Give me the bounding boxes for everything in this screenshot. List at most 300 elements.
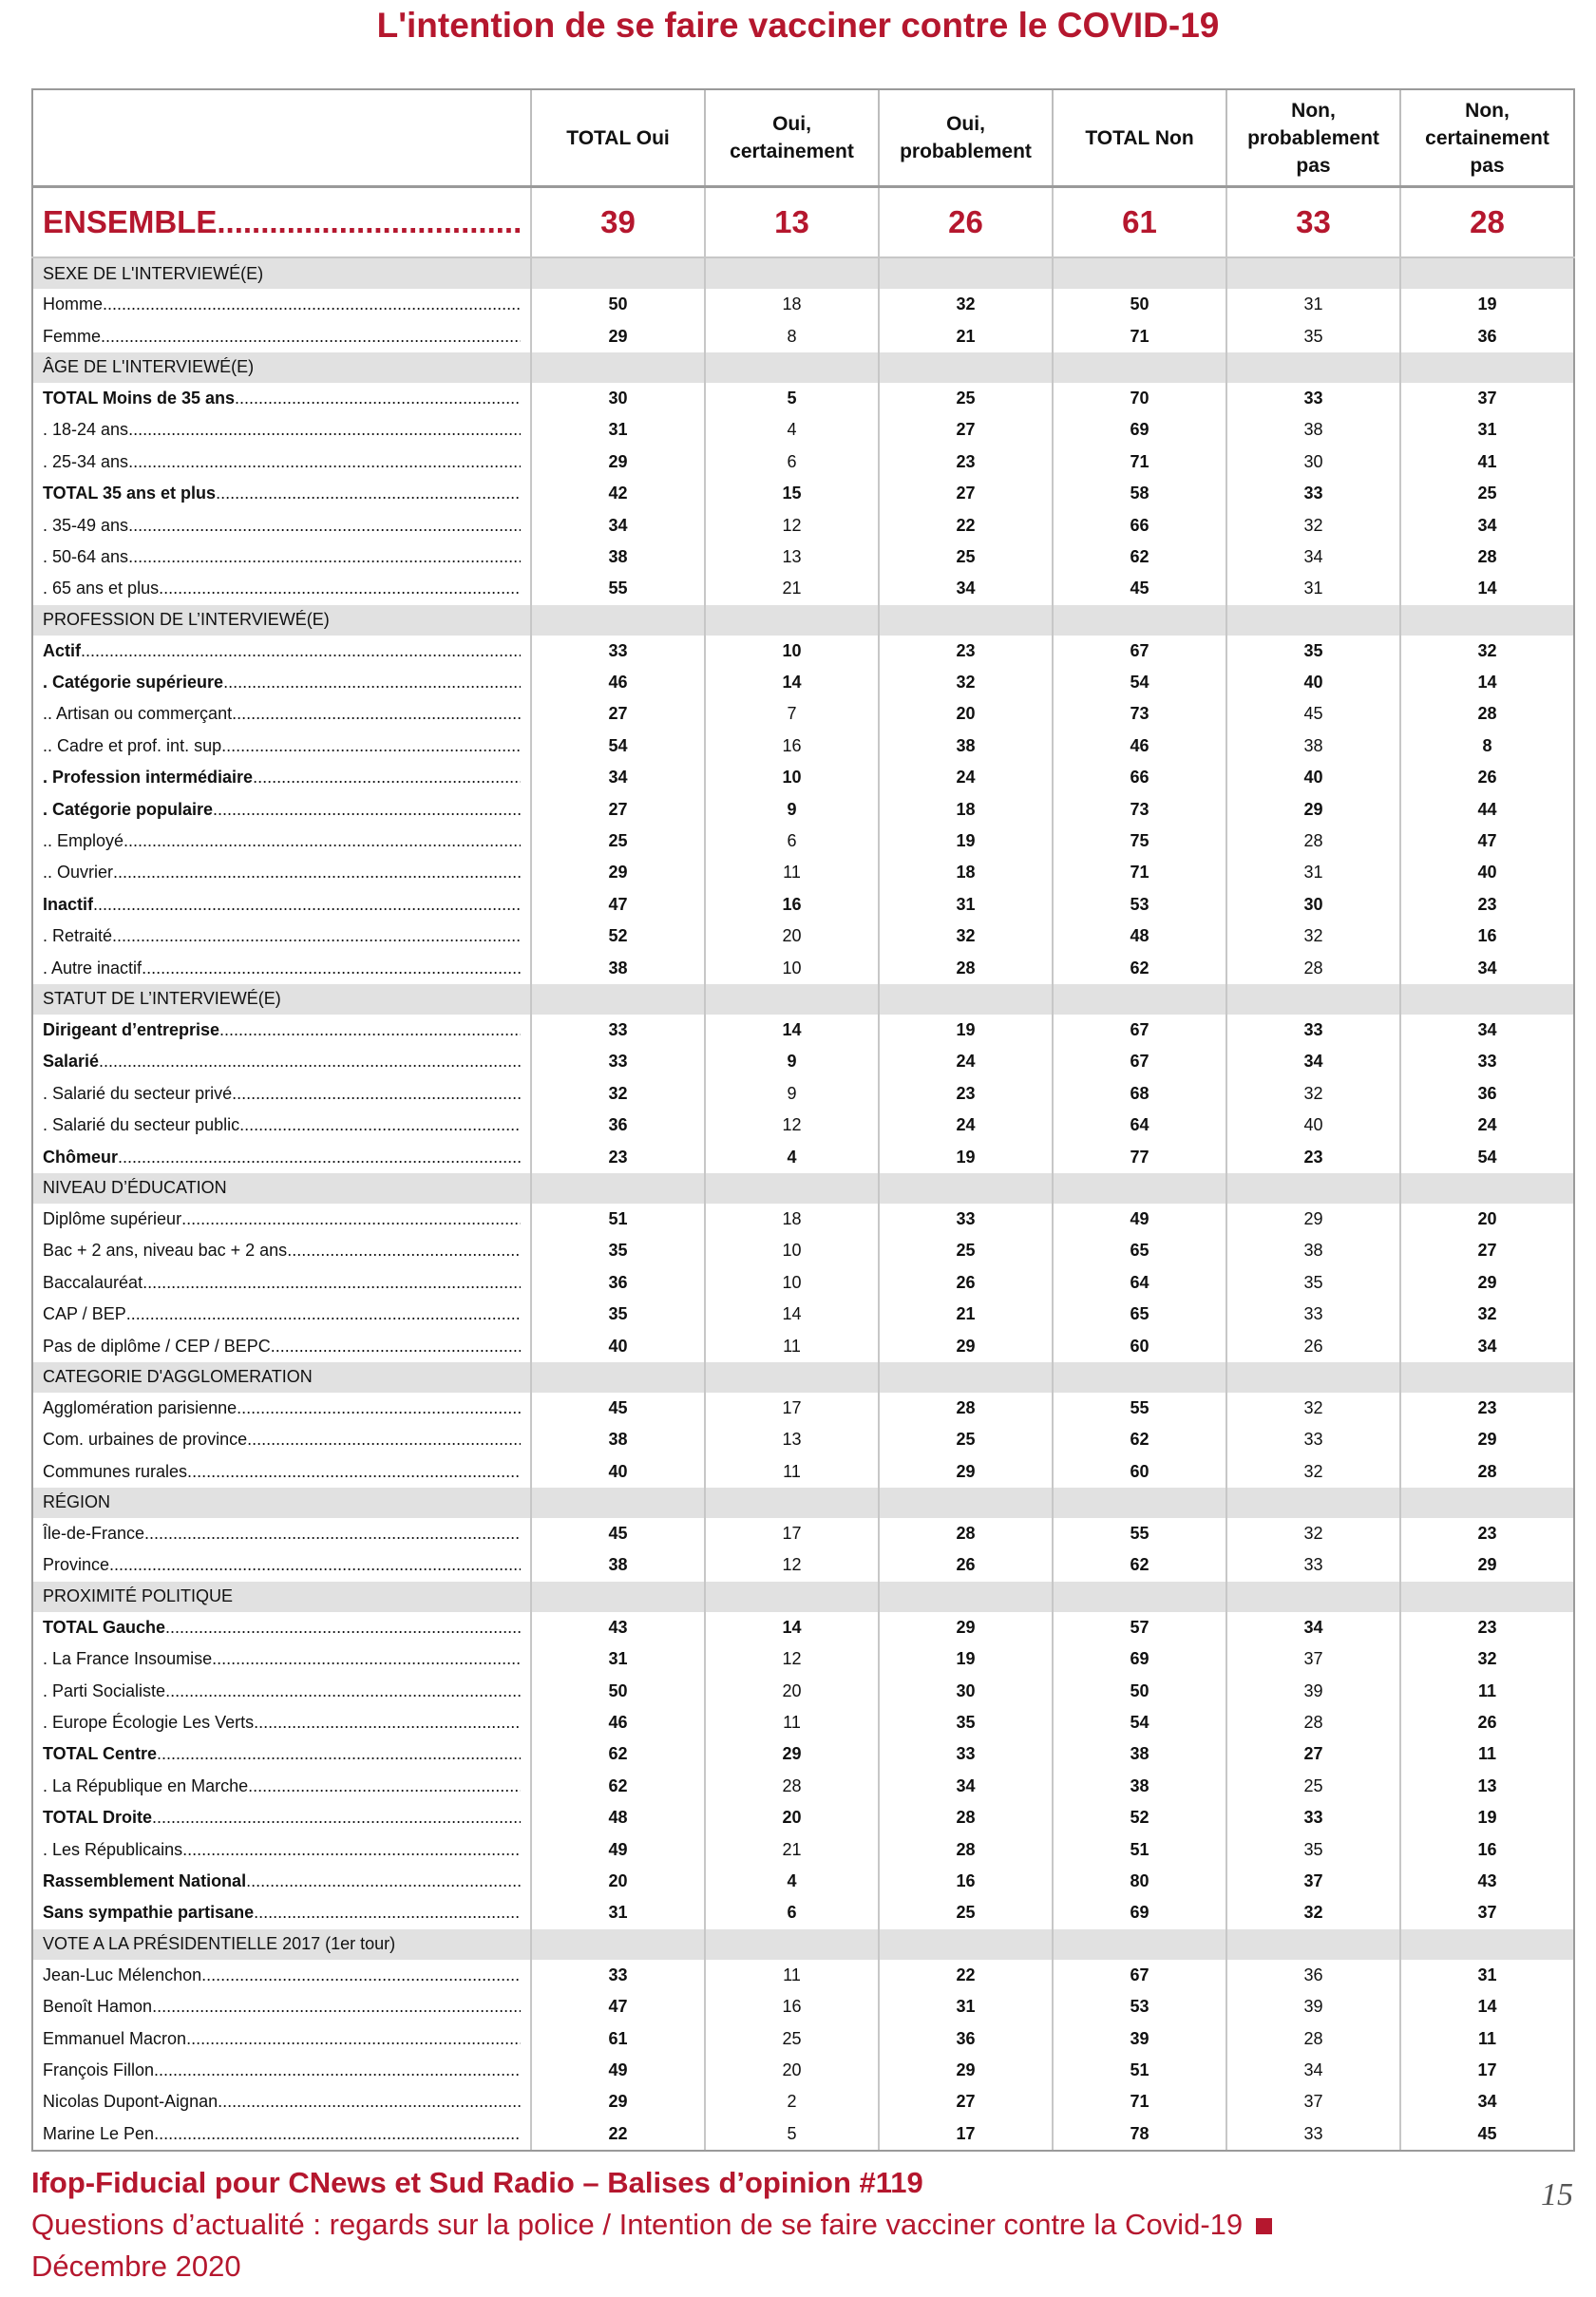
section-title: VOTE A LA PRÉSIDENTIELLE 2017 (1er tour): [32, 1929, 531, 1960]
table-row: [32, 1456, 1574, 1488]
value-cell: 37: [1226, 2086, 1400, 2117]
value-cell: 43: [1400, 1866, 1574, 1897]
table-row: [32, 1046, 1574, 1077]
value-cell: 33: [1226, 1299, 1400, 1330]
column-header-line: pas: [1470, 154, 1505, 177]
value-cell: 38: [879, 731, 1053, 762]
value-cell: 25: [705, 2022, 879, 2054]
value-cell: 65: [1053, 1235, 1226, 1266]
section-title: PROFESSION DE L’INTERVIEWÉ(E): [32, 605, 531, 636]
value-cell: 44: [1400, 793, 1574, 825]
value-cell: 28: [1226, 1707, 1400, 1738]
value-cell: 60: [1053, 1330, 1226, 1361]
value-cell: 39: [1053, 2022, 1226, 2054]
value-cell: 38: [1226, 1235, 1400, 1266]
value-cell: 25: [879, 1235, 1053, 1266]
table-row: [32, 1612, 1574, 1643]
row-label: Rassemblement National: [43, 1870, 247, 1890]
row-label-cell: [32, 921, 531, 952]
value-cell: 20: [705, 1802, 879, 1833]
value-cell: 31: [1400, 414, 1574, 446]
square-bullet-icon: [1256, 2218, 1272, 2234]
value-cell: 28: [1226, 2022, 1400, 2054]
section-empty-cell: [1226, 984, 1400, 1015]
section-empty-cell: [1226, 1362, 1400, 1393]
value-cell: 26: [879, 1549, 1053, 1581]
value-cell: 26: [1400, 1707, 1574, 1738]
section-empty-cell: [879, 1488, 1053, 1518]
row-label-cell: [32, 889, 531, 921]
section-empty-cell: [1400, 1362, 1574, 1393]
value-cell: 10: [705, 636, 879, 667]
section-empty-cell: [879, 1929, 1053, 1960]
row-label-cell: [32, 2055, 531, 2086]
value-cell: 33: [1226, 1015, 1400, 1046]
table-row: [32, 1738, 1574, 1770]
value-cell: 23: [1400, 1612, 1574, 1643]
value-cell: 11: [705, 1330, 879, 1361]
value-cell: 48: [531, 1802, 705, 1833]
row-label-cell: [32, 1675, 531, 1706]
row-label-cell: [32, 414, 531, 446]
row-label-cell: [32, 636, 531, 667]
value-cell: 29: [705, 1738, 879, 1770]
footer-date: Décembre 2020: [31, 2250, 241, 2283]
value-cell: 9: [705, 793, 879, 825]
table-row: [32, 573, 1574, 604]
value-cell: 33: [1226, 1549, 1400, 1581]
value-cell: 31: [1226, 573, 1400, 604]
value-cell: 31: [531, 1643, 705, 1675]
value-cell: 34: [879, 1771, 1053, 1802]
value-cell: 29: [879, 2055, 1053, 2086]
table-row: [32, 793, 1574, 825]
ensemble-value: 39: [531, 187, 705, 258]
row-label: . La France Insoumise: [43, 1649, 213, 1669]
row-label-cell: [32, 1267, 531, 1299]
row-label: TOTAL Moins de 35 ans: [43, 388, 236, 408]
value-cell: 33: [1226, 1802, 1400, 1833]
section-header-row: [32, 605, 1574, 636]
ensemble-value: 28: [1400, 187, 1574, 258]
value-cell: 37: [1400, 383, 1574, 414]
value-cell: 55: [1053, 1518, 1226, 1549]
value-cell: 28: [1400, 698, 1574, 730]
value-cell: 61: [531, 2022, 705, 2054]
row-label-cell: [32, 1612, 531, 1643]
value-cell: 17: [705, 1393, 879, 1424]
value-cell: 33: [879, 1738, 1053, 1770]
table-row: [32, 921, 1574, 952]
value-cell: 41: [1400, 446, 1574, 478]
section-empty-cell: [879, 257, 1053, 289]
value-cell: 27: [879, 2086, 1053, 2117]
section-title: STATUT DE L’INTERVIEWÉ(E): [32, 984, 531, 1015]
value-cell: 4: [705, 1866, 879, 1897]
value-cell: 50: [531, 289, 705, 320]
value-cell: 16: [879, 1866, 1053, 1897]
section-header-row: [32, 1488, 1574, 1518]
table-row: [32, 320, 1574, 351]
table-row: [32, 2118, 1574, 2151]
value-cell: 28: [879, 1518, 1053, 1549]
section-empty-cell: [1226, 257, 1400, 289]
row-label-cell: [32, 1549, 531, 1581]
value-cell: 75: [1053, 826, 1226, 857]
value-cell: 18: [705, 1204, 879, 1235]
value-cell: 51: [531, 1204, 705, 1235]
value-cell: 19: [1400, 289, 1574, 320]
value-cell: 38: [1053, 1771, 1226, 1802]
value-cell: 25: [531, 826, 705, 857]
row-label: . Europe Écologie Les Verts: [43, 1713, 255, 1733]
value-cell: 51: [1053, 1833, 1226, 1865]
table-row: [32, 1802, 1574, 1833]
table-row: [32, 698, 1574, 730]
value-cell: 25: [879, 1897, 1053, 1928]
row-label: .. Artisan ou commerçant: [43, 704, 233, 724]
section-empty-cell: [705, 1582, 879, 1612]
column-header-line: TOTAL Non: [1085, 126, 1194, 149]
row-label: Femme: [43, 326, 102, 346]
table-row: [32, 1110, 1574, 1141]
value-cell: 4: [705, 414, 879, 446]
value-cell: 11: [1400, 1675, 1574, 1706]
table-row: [32, 1866, 1574, 1897]
row-label: Sans sympathie partisane: [43, 1903, 255, 1923]
value-cell: 77: [1053, 1141, 1226, 1172]
value-cell: 38: [531, 952, 705, 983]
value-cell: 36: [1400, 1078, 1574, 1110]
value-cell: 6: [705, 446, 879, 478]
row-label-cell: [32, 2118, 531, 2151]
row-label-cell: [32, 1991, 531, 2022]
value-cell: 65: [1053, 1299, 1226, 1330]
value-cell: 23: [1400, 1393, 1574, 1424]
value-cell: 34: [1400, 2086, 1574, 2117]
value-cell: 16: [705, 731, 879, 762]
table-row: [32, 1897, 1574, 1928]
value-cell: 62: [531, 1738, 705, 1770]
value-cell: 80: [1053, 1866, 1226, 1897]
value-cell: 31: [1226, 857, 1400, 888]
section-empty-cell: [1226, 1929, 1400, 1960]
value-cell: 21: [879, 1299, 1053, 1330]
row-label-cell: [32, 2086, 531, 2117]
section-title: NIVEAU D’ÉDUCATION: [32, 1173, 531, 1204]
value-cell: 14: [705, 1612, 879, 1643]
value-cell: 20: [705, 1675, 879, 1706]
value-cell: 13: [705, 1424, 879, 1455]
value-cell: 32: [1400, 636, 1574, 667]
section-empty-cell: [879, 352, 1053, 383]
section-empty-cell: [531, 352, 705, 383]
value-cell: 23: [879, 1078, 1053, 1110]
value-cell: 16: [1400, 1833, 1574, 1865]
value-cell: 31: [1400, 1960, 1574, 1991]
row-label: . 35-49 ans: [43, 515, 129, 535]
value-cell: 34: [531, 762, 705, 793]
value-cell: 35: [1226, 1833, 1400, 1865]
value-cell: 28: [879, 1833, 1053, 1865]
value-cell: 38: [1226, 731, 1400, 762]
section-header-row: [32, 257, 1574, 289]
section-empty-cell: [1400, 984, 1574, 1015]
value-cell: 30: [1226, 446, 1400, 478]
table-row: [32, 383, 1574, 414]
row-label-cell: [32, 731, 531, 762]
section-empty-cell: [1053, 1173, 1226, 1204]
value-cell: 17: [705, 1518, 879, 1549]
value-cell: 35: [879, 1707, 1053, 1738]
value-cell: 45: [1400, 2118, 1574, 2151]
value-cell: 29: [1226, 793, 1400, 825]
row-label: .. Ouvrier: [43, 863, 114, 883]
value-cell: 29: [879, 1456, 1053, 1488]
value-cell: 67: [1053, 1015, 1226, 1046]
column-header-line: certainement: [730, 141, 854, 162]
row-label-cell: [32, 1015, 531, 1046]
value-cell: 29: [1400, 1424, 1574, 1455]
value-cell: 25: [879, 383, 1053, 414]
section-empty-cell: [879, 984, 1053, 1015]
row-label-cell: [32, 667, 531, 698]
section-empty-cell: [531, 1362, 705, 1393]
section-empty-cell: [705, 605, 879, 636]
value-cell: 34: [1400, 1015, 1574, 1046]
row-label-cell: [32, 446, 531, 478]
table-header: [32, 89, 1574, 187]
value-cell: 32: [879, 289, 1053, 320]
value-cell: 21: [879, 320, 1053, 351]
value-cell: 17: [1400, 2055, 1574, 2086]
row-label: Dirigeant d’entreprise: [43, 1020, 220, 1039]
section-empty-cell: [1053, 1929, 1226, 1960]
section-header-row: [32, 1929, 1574, 1960]
results-table-container: [31, 88, 1573, 2152]
value-cell: 71: [1053, 857, 1226, 888]
row-label-cell: [32, 1235, 531, 1266]
value-cell: 45: [1226, 698, 1400, 730]
value-cell: 32: [1226, 1456, 1400, 1488]
section-empty-cell: [1226, 352, 1400, 383]
row-label-cell: [32, 1424, 531, 1455]
row-label-cell: [32, 289, 531, 320]
value-cell: 12: [705, 1643, 879, 1675]
value-cell: 32: [531, 1078, 705, 1110]
value-cell: 49: [531, 1833, 705, 1865]
section-empty-cell: [1053, 984, 1226, 1015]
row-label-cell: [32, 1110, 531, 1141]
row-label: Diplôme supérieur: [43, 1208, 182, 1228]
header-blank-cell: [32, 89, 531, 187]
value-cell: 31: [879, 1991, 1053, 2022]
column-header-line: probablement: [900, 141, 1032, 162]
value-cell: 20: [1400, 1204, 1574, 1235]
value-cell: 37: [1226, 1866, 1400, 1897]
table-row: [32, 478, 1574, 509]
value-cell: 55: [531, 573, 705, 604]
section-empty-cell: [531, 257, 705, 289]
value-cell: 20: [705, 921, 879, 952]
row-label: Agglomération parisienne.: [43, 1397, 242, 1417]
value-cell: 15: [705, 478, 879, 509]
row-label-cell: [32, 1393, 531, 1424]
section-empty-cell: [531, 984, 705, 1015]
table-row: [32, 667, 1574, 698]
value-cell: 25: [879, 541, 1053, 573]
value-cell: 30: [531, 383, 705, 414]
value-cell: 31: [531, 1897, 705, 1928]
ensemble-value: 26: [879, 187, 1053, 258]
table-row: [32, 1330, 1574, 1361]
value-cell: 69: [1053, 414, 1226, 446]
value-cell: 10: [705, 1267, 879, 1299]
footer-subject-line: [31, 2204, 1573, 2246]
value-cell: 46: [531, 667, 705, 698]
value-cell: 32: [1226, 1078, 1400, 1110]
value-cell: 47: [1400, 826, 1574, 857]
value-cell: 24: [879, 762, 1053, 793]
table-row: [32, 1833, 1574, 1865]
section-header-row: [32, 1362, 1574, 1393]
table-row: [32, 1078, 1574, 1110]
value-cell: 24: [879, 1110, 1053, 1141]
row-label-cell: [32, 1738, 531, 1770]
table-row: [32, 1991, 1574, 2022]
value-cell: 23: [879, 446, 1053, 478]
value-cell: 46: [531, 1707, 705, 1738]
value-cell: 11: [705, 1456, 879, 1488]
value-cell: 4: [705, 1141, 879, 1172]
table-row: [32, 289, 1574, 320]
value-cell: 23: [531, 1141, 705, 1172]
section-empty-cell: [1053, 1362, 1226, 1393]
row-label-cell: [32, 1141, 531, 1172]
value-cell: 39: [1226, 1991, 1400, 2022]
value-cell: 52: [1053, 1802, 1226, 1833]
value-cell: 66: [1053, 509, 1226, 541]
row-label-cell: [32, 698, 531, 730]
table-row: [32, 2022, 1574, 2054]
value-cell: 33: [1226, 2118, 1400, 2151]
row-label: . Retraité: [43, 926, 113, 946]
value-cell: 57: [1053, 1612, 1226, 1643]
column-header-line: Oui,: [772, 113, 811, 135]
value-cell: 64: [1053, 1267, 1226, 1299]
value-cell: 27: [1226, 1738, 1400, 1770]
footer-subject: Questions d’actualité : regards sur la police / Intention de se faire vacciner contre la Covid-19: [31, 2208, 1244, 2241]
value-cell: 33: [1400, 1046, 1574, 1077]
value-cell: 50: [531, 1675, 705, 1706]
value-cell: 70: [1053, 383, 1226, 414]
section-header-row: [32, 1582, 1574, 1612]
value-cell: 34: [1226, 541, 1400, 573]
column-header: [1053, 89, 1226, 187]
column-header: [1226, 89, 1400, 187]
value-cell: 71: [1053, 2086, 1226, 2117]
table-row: [32, 2055, 1574, 2086]
value-cell: 13: [705, 541, 879, 573]
value-cell: 28: [879, 1802, 1053, 1833]
section-empty-cell: [705, 984, 879, 1015]
row-label-cell: [32, 1833, 531, 1865]
section-empty-cell: [1053, 257, 1226, 289]
row-label: Benoît Hamon: [43, 1997, 153, 2017]
value-cell: 38: [531, 1424, 705, 1455]
value-cell: 9: [705, 1078, 879, 1110]
row-label-cell: [32, 1960, 531, 1991]
table-row: [32, 1015, 1574, 1046]
value-cell: 33: [531, 1015, 705, 1046]
value-cell: 37: [1400, 1897, 1574, 1928]
section-empty-cell: [705, 1362, 879, 1393]
value-cell: 66: [1053, 762, 1226, 793]
value-cell: 28: [1400, 541, 1574, 573]
value-cell: 43: [531, 1612, 705, 1643]
section-empty-cell: [1400, 1929, 1574, 1960]
value-cell: 27: [1400, 1235, 1574, 1266]
value-cell: 16: [705, 889, 879, 921]
table-row: [32, 1299, 1574, 1330]
section-empty-cell: [531, 1929, 705, 1960]
value-cell: 49: [531, 2055, 705, 2086]
row-label: . Catégorie populaire: [43, 799, 214, 819]
row-label-cell: [32, 1643, 531, 1675]
value-cell: 33: [1226, 478, 1400, 509]
row-label-cell: [32, 478, 531, 509]
value-cell: 53: [1053, 889, 1226, 921]
section-empty-cell: [1400, 352, 1574, 383]
value-cell: 6: [705, 1897, 879, 1928]
value-cell: 27: [531, 793, 705, 825]
value-cell: 26: [1400, 762, 1574, 793]
value-cell: 18: [705, 289, 879, 320]
value-cell: 14: [1400, 667, 1574, 698]
value-cell: 34: [879, 573, 1053, 604]
table-row: [32, 1771, 1574, 1802]
row-label-cell: [32, 762, 531, 793]
row-label-cell: [32, 541, 531, 573]
row-label-cell: [32, 509, 531, 541]
value-cell: 31: [531, 414, 705, 446]
section-empty-cell: [1053, 1582, 1226, 1612]
value-cell: 67: [1053, 636, 1226, 667]
section-title: SEXE DE L'INTERVIEWÉ(E): [32, 257, 531, 289]
row-label-cell: [32, 952, 531, 983]
value-cell: 12: [705, 509, 879, 541]
value-cell: 34: [1400, 1330, 1574, 1361]
value-cell: 71: [1053, 320, 1226, 351]
table-row: [32, 762, 1574, 793]
value-cell: 13: [1400, 1771, 1574, 1802]
value-cell: 26: [879, 1267, 1053, 1299]
value-cell: 34: [1226, 2055, 1400, 2086]
table-row: [32, 1960, 1574, 1991]
section-empty-cell: [531, 1173, 705, 1204]
value-cell: 5: [705, 2118, 879, 2151]
row-label: TOTAL Gauche: [43, 1617, 166, 1637]
section-empty-cell: [879, 605, 1053, 636]
value-cell: 8: [1400, 731, 1574, 762]
value-cell: 29: [879, 1612, 1053, 1643]
value-cell: 45: [1053, 573, 1226, 604]
value-cell: 25: [879, 1424, 1053, 1455]
value-cell: 49: [1053, 1204, 1226, 1235]
value-cell: 40: [1400, 857, 1574, 888]
value-cell: 10: [705, 1235, 879, 1266]
section-empty-cell: [531, 1488, 705, 1518]
